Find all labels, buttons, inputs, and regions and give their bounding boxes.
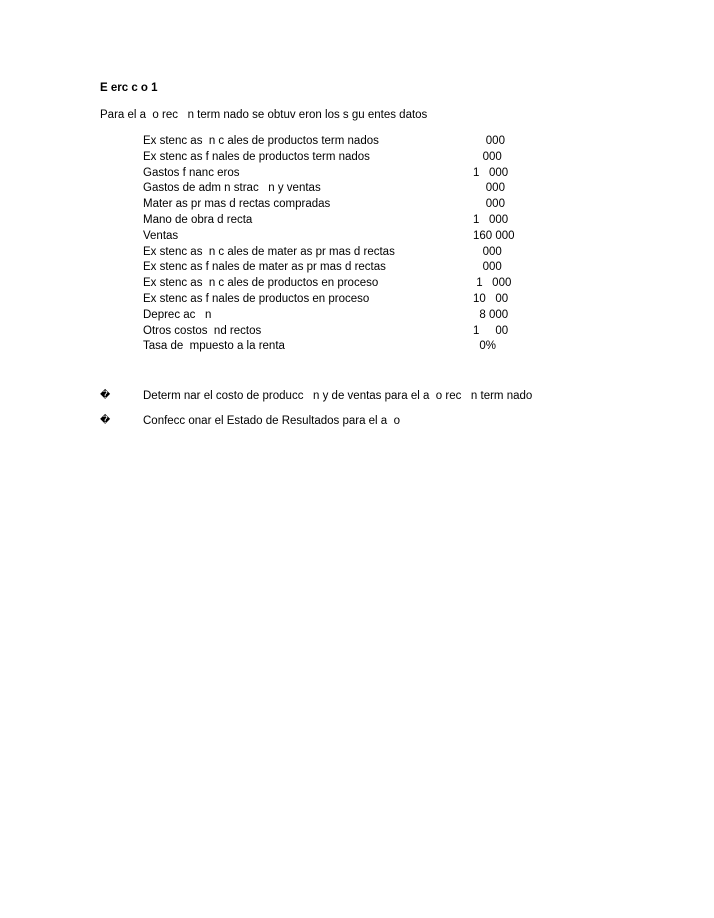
data-table <box>143 134 563 355</box>
task-text: Determ nar el costo de producc n y de ventas para el a o rec n term nado <box>143 390 533 402</box>
task-text: Confecc onar el Estado de Resultados para el a o <box>143 415 400 427</box>
table-row <box>143 229 563 245</box>
row-value: 1 000 <box>473 213 509 226</box>
row-label: Otros costos nd rectos <box>143 324 262 337</box>
row-label: Ventas <box>143 229 179 242</box>
row-label: Ex stenc as f nales de productos term nados <box>143 150 370 163</box>
table-row <box>143 276 563 292</box>
row-label: Mater as pr mas d rectas compradas <box>143 198 331 211</box>
task-item <box>100 415 400 463</box>
table-row <box>143 308 563 324</box>
row-label: Ex stenc as n c ales de productos en proceso <box>143 277 379 290</box>
exercise-title: E erc c o 1 <box>100 82 158 94</box>
row-label: Gastos f nanc eros <box>143 166 240 179</box>
table-row <box>143 134 563 150</box>
intro-paragraph: Para el a o rec n term nado se obtuv eron los s gu entes datos <box>100 109 428 121</box>
row-value: 000 <box>473 198 505 211</box>
row-label: Tasa de mpuesto a la renta <box>143 340 285 353</box>
row-label: Ex stenc as f nales de mater as pr mas d rectas <box>143 261 386 274</box>
row-value: 1 000 <box>473 277 512 290</box>
row-value: 8 000 <box>473 308 509 321</box>
table-row <box>143 339 563 355</box>
table-row <box>143 213 563 229</box>
row-label: Deprec ac n <box>143 308 212 321</box>
bullet-glyph: � <box>100 415 111 426</box>
table-row <box>143 260 563 276</box>
row-label: Mano de obra d recta <box>143 213 253 226</box>
row-value: 1 000 <box>473 166 509 179</box>
table-row <box>143 292 563 308</box>
row-value: 000 <box>473 245 502 258</box>
row-label: Ex stenc as n c ales de mater as pr mas d rectas <box>143 245 395 258</box>
table-row <box>143 245 563 261</box>
row-value: 000 <box>473 135 505 147</box>
table-row <box>143 181 563 197</box>
row-value: 000 <box>473 182 505 195</box>
table-row <box>143 197 563 213</box>
row-value: 1 00 <box>473 324 509 337</box>
row-label: Ex stenc as n c ales de productos term nados <box>143 135 379 147</box>
row-value: 160 000 <box>473 229 515 242</box>
table-row <box>143 150 563 166</box>
bullet-glyph: � <box>100 390 111 401</box>
row-label: Gastos de adm n strac n y ventas <box>143 182 321 195</box>
table-row <box>143 324 563 340</box>
row-label: Ex stenc as f nales de productos en proceso <box>143 292 370 305</box>
row-value: 10 00 <box>473 292 509 305</box>
table-row <box>143 166 563 182</box>
row-value: 0% <box>473 340 497 353</box>
row-value: 000 <box>473 261 502 274</box>
row-value: 000 <box>473 150 502 163</box>
